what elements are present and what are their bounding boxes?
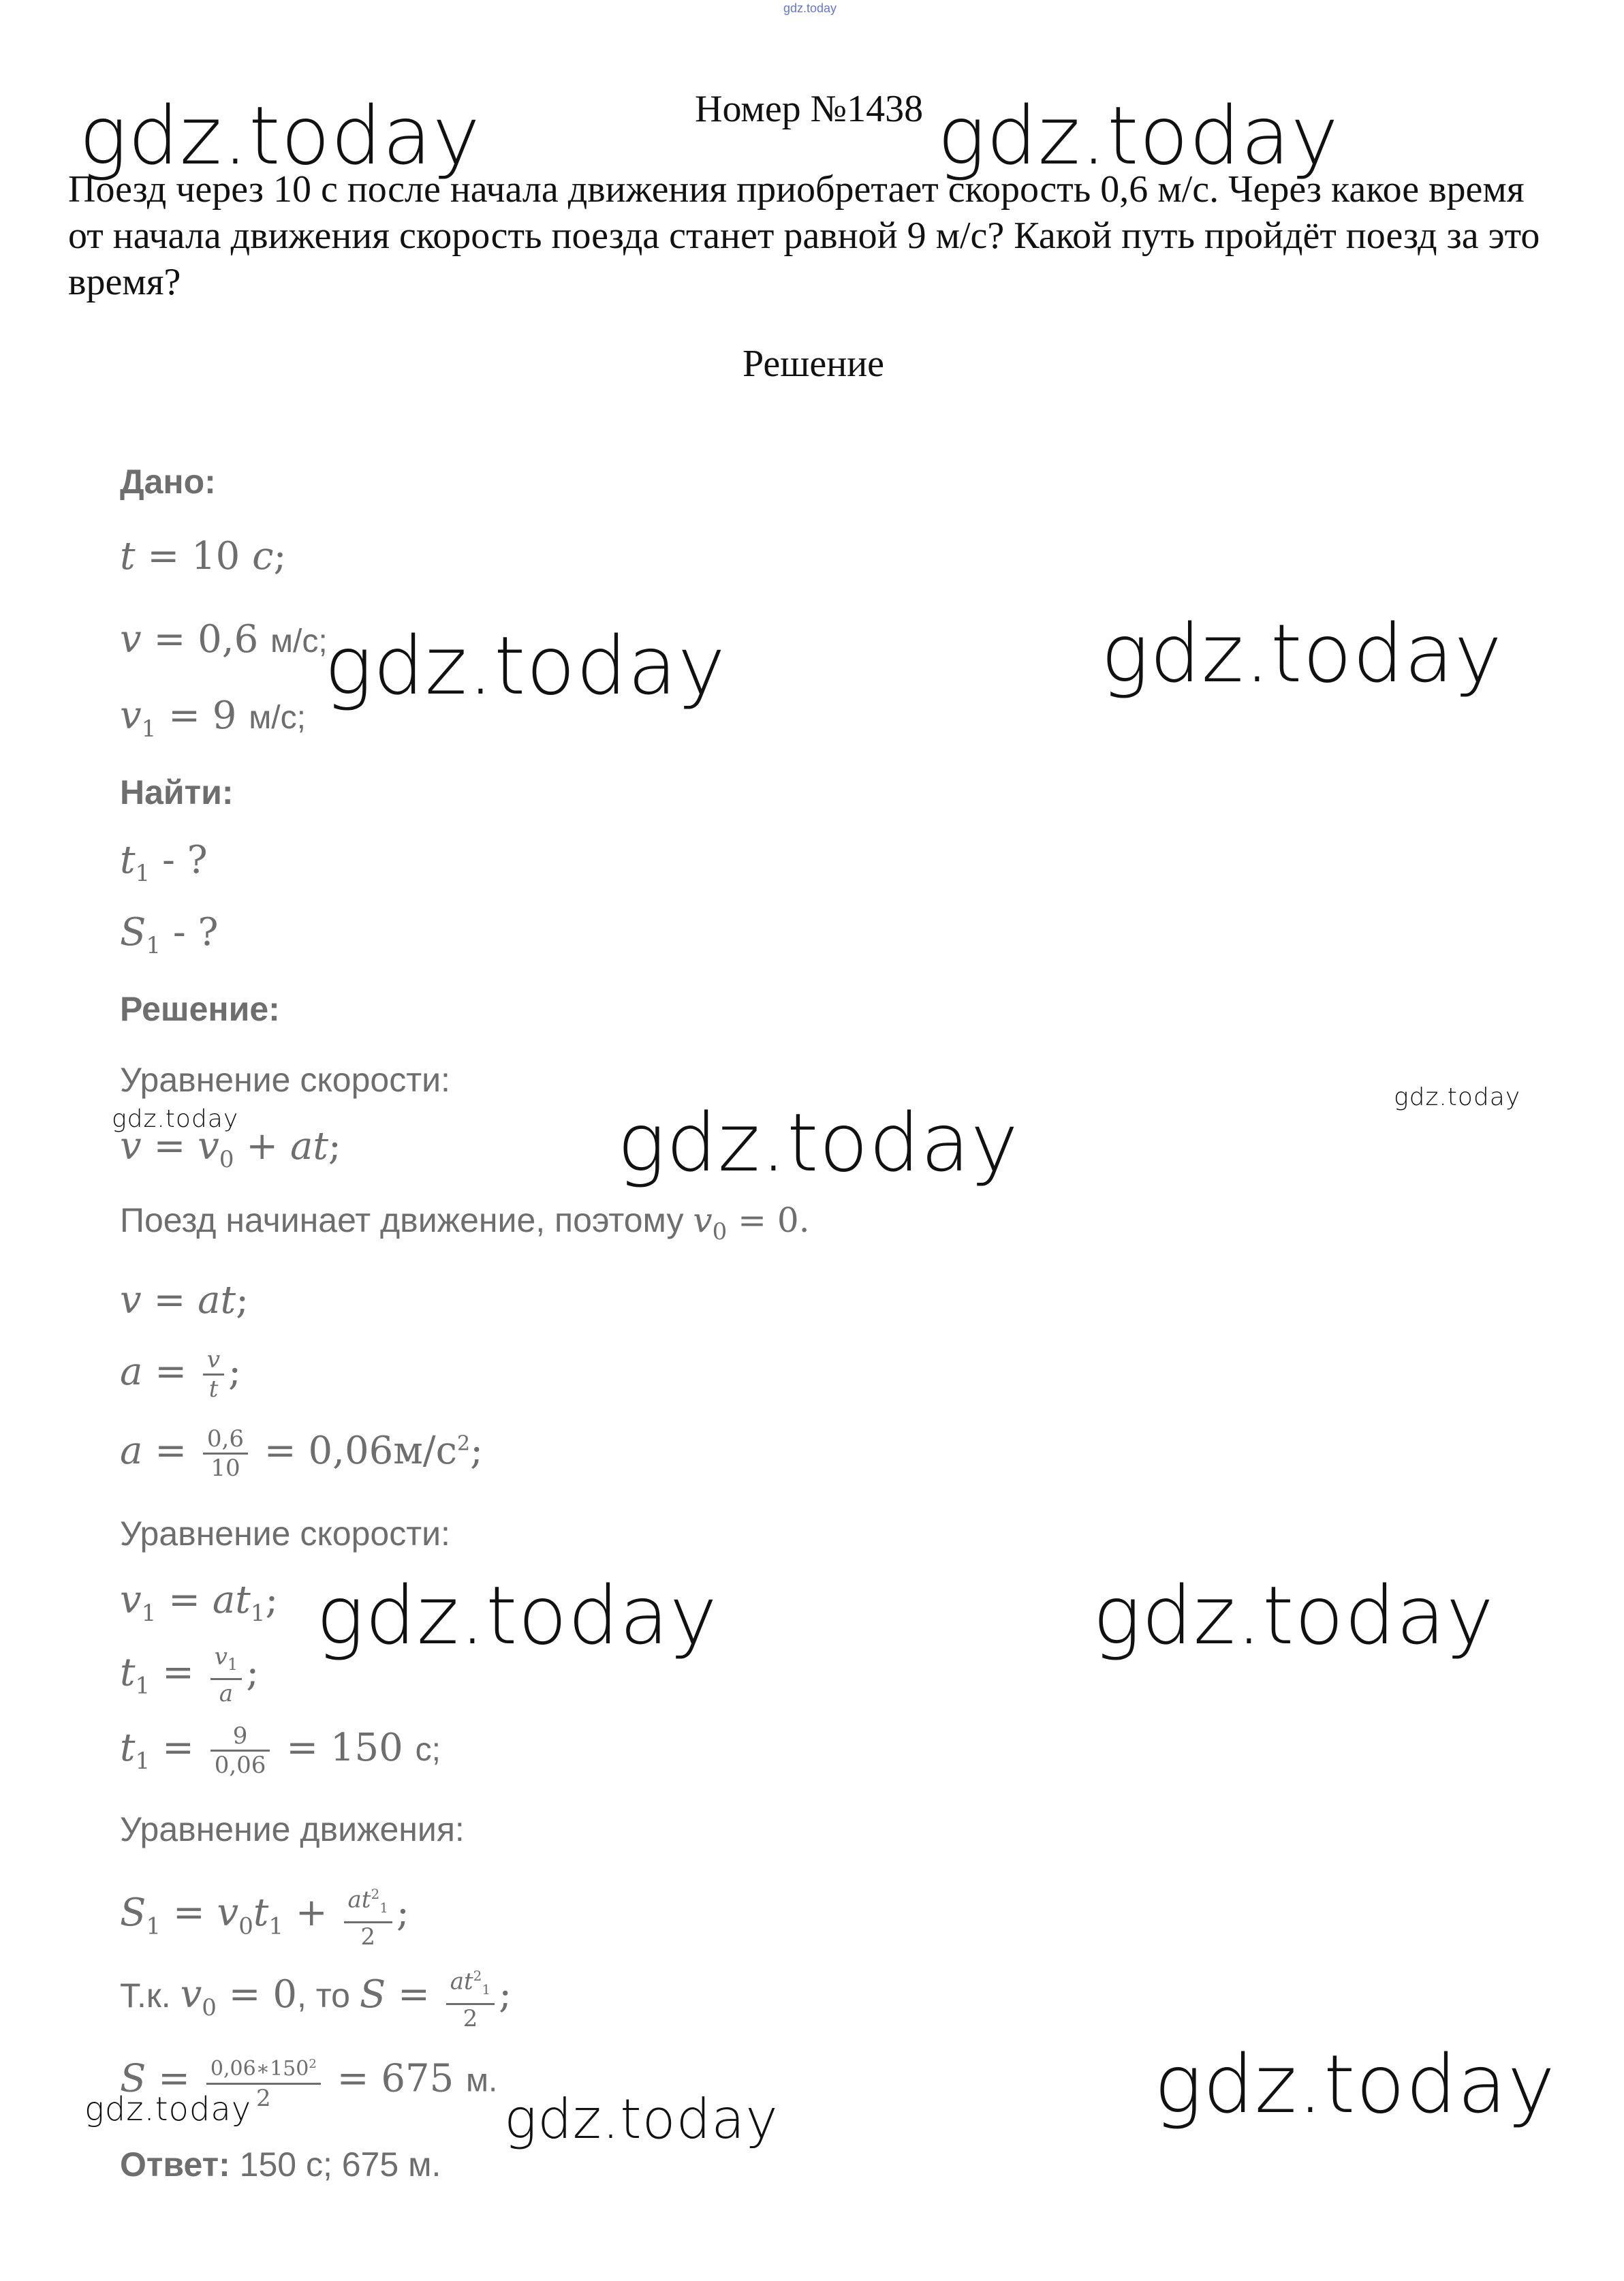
top-watermark: gdz.today	[783, 1, 837, 15]
a-formula: a = $\frac{v}{t}$ ;	[120, 1346, 242, 1403]
watermark: gdz.today	[112, 1105, 239, 1133]
solution-heading: Решение	[743, 343, 885, 385]
find-label: Найти:	[120, 773, 234, 811]
watermark: gdz.today	[1394, 1083, 1521, 1111]
v-equals-at: v = at;	[120, 1278, 249, 1322]
given-t: t = 10 c;	[120, 534, 287, 578]
solution-label: Решение:	[120, 990, 280, 1028]
watermark: gdz.today	[84, 2090, 252, 2128]
task-number: Номер №1438	[695, 88, 924, 130]
motion-equation-label: Уравнение движения:	[120, 1810, 465, 1848]
given-v: v = 0,6 м/с;	[120, 617, 328, 662]
find-t1: $t_1$ - ?	[120, 838, 208, 888]
answer-label: Ответ:	[120, 2145, 230, 2184]
velocity-equation-label: Уравнение скорости:	[120, 1061, 450, 1099]
task-text: Поезд через 10 с после начала движения приобретает скорость 0,6 м/с. Через какое время от начала движения скорость поезда станет равной 9 м/с? Какой путь пройдёт поезд за это время?	[68, 168, 1540, 303]
watermark: gdz.today	[617, 1096, 1019, 1190]
a-calculation: a = $\frac{0,6}{10}$ = $0,06м/с^2$;	[120, 1425, 483, 1482]
given-label: Дано:	[120, 463, 216, 501]
given-v1: $v_1 = 9$ м/с;	[120, 694, 306, 743]
watermark: gdz.today	[504, 2088, 779, 2151]
watermark: gdz.today	[324, 619, 726, 713]
tk-note: Т.к. $v_0 = 0$, то S = $\frac{at^2_1}{2}$ ;	[120, 1962, 512, 2032]
s-calculation: S = $\frac{0,06∗150^2}{2}$ = 675 м.	[120, 2051, 497, 2112]
answer-value: 150 с; 675 м.	[239, 2145, 441, 2184]
s1-equation: $S_1 = v_0t_1$ + $\frac{at^2_1}{2}$ ;	[120, 1880, 409, 1951]
watermark: gdz.today	[316, 1568, 718, 1662]
t1-formula: $t_1$ = $\frac{v_1}{a}$ ;	[120, 1643, 260, 1707]
start-note: Поезд начинает движение, поэтому $v_0 = 0$.	[120, 1200, 810, 1245]
watermark: gdz.today	[79, 89, 481, 183]
watermark: gdz.today	[1154, 2037, 1556, 2131]
answer-line	[120, 2145, 441, 2184]
t1-calculation: $t_1$ = $\frac{9}{0,06}$ = 150 с;	[120, 1722, 441, 1779]
v1-equation: $v_1 = at_1$;	[120, 1578, 279, 1628]
watermark: gdz.today	[1093, 1568, 1495, 1662]
find-s1: $S_1$ - ?	[120, 910, 219, 960]
watermark: gdz.today	[1101, 606, 1503, 700]
watermark: gdz.today	[937, 89, 1339, 183]
velocity-equation-label-2: Уравнение скорости:	[120, 1515, 450, 1553]
velocity-equation: $v = v_0$ + at;	[120, 1124, 341, 1174]
